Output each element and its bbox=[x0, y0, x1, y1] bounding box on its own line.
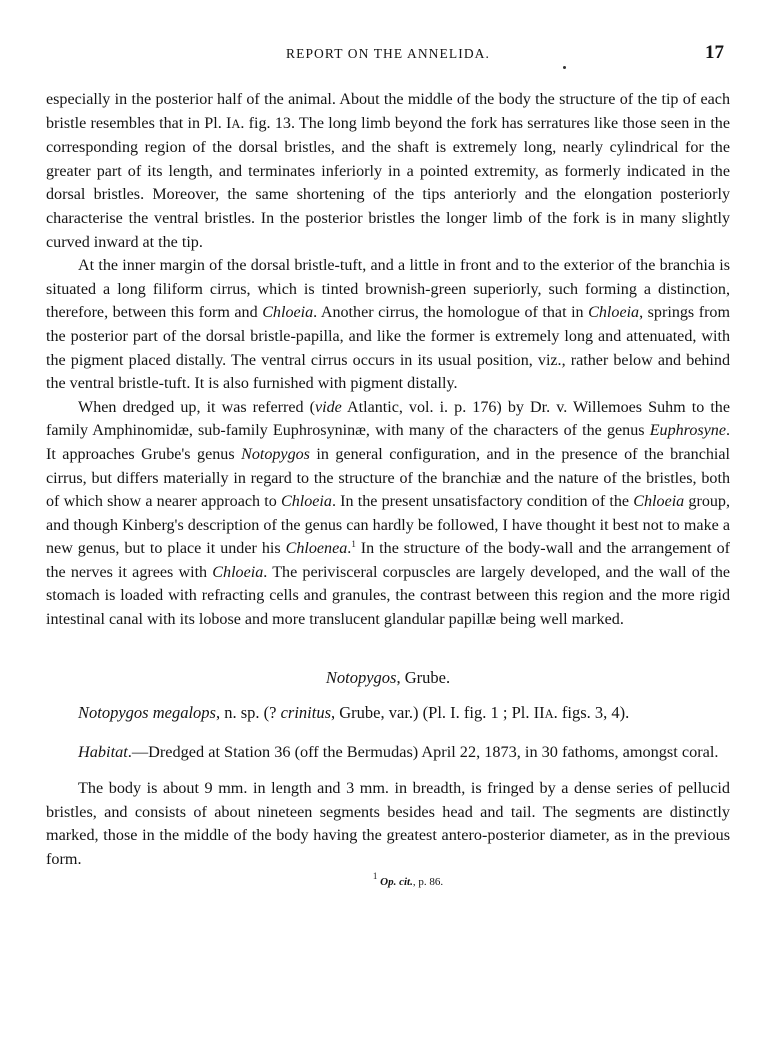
print-speck bbox=[563, 66, 566, 69]
page-number: 17 bbox=[705, 42, 724, 63]
footnote: $^1$ Op. cit., p. 86. bbox=[372, 870, 444, 888]
footnote-ref: 1 bbox=[351, 539, 356, 550]
genus-heading: Notopygos, Grube. bbox=[325, 667, 451, 687]
running-head bbox=[46, 42, 730, 66]
species-line: Notopygos megalops, n. sp. (? crinitus, Grube, var.) (Pl. I. fig. 1 ; Pl. IIA. figs. 3, 4). bbox=[78, 702, 630, 722]
page bbox=[46, 42, 730, 888]
paragraph-cirrus: At the inner margin of the dorsal bristle-tuft, and a little in front and to the exterior of the branchia is situated a long filiform cirrus, which is tinted brownish-green superiorly, such forming a distinction, therefore, between this form and Chloeia. Another cirrus, the homologue of that in Chloeia, springs from the posterior part of the dorsal bristle-papilla, and like the former is extremely long and attenuated, with the pigment placed distally. The ventral cirrus occurs in its usual position, viz., rather below and behind the ventral bristle-tuft. It is also furnished with pigment distally. bbox=[46, 257, 730, 393]
paragraph-classification: When dredged up, it was referred (vide Atlantic, vol. i. p. 176) by Dr. v. Willemoes Suhm to the family Amphinomidæ, sub-family Euphrosyninæ, with many of the characters of the genus Euphrosyne. It approaches Grube's genus Notopygos in general configuration, and in the presence of the branchial cirrus, but differs materially in regard to the structure of the branchiæ and the nature of the bristles, both of which show a nearer approach to Chloeia. In the present unsatisfactory condition of the Chloeia group, and though Kinberg's description of the genus can hardly be followed, I have thought it best not to make a new genus, but to place it under his Chloenea.$^1$ In the structure of the body-wall and the arrangement of the nerves it agrees with Chloeia. The perivisceral corpuscles are largely developed, and the wall of the stomach is loaded with refracting cells and granules, the contrast between this region and the more rigid intestinal canal with its lobose and more translucent glandular papillæ being well marked. bbox=[46, 398, 731, 629]
paragraph-ventral-bristles: especially in the posterior half of the animal. About the middle of the body the structure of the tip of each bristle resembles that in Pl. IA. fig. 13. The long limb beyond the fork has serratures like those seen in the corresponding region of the dorsal bristles, and the shaft is extremely long, nearly cylindrical for the greater part of its length, and terminates inferiorly in a pointed extremity, as formerly indicated in the dorsal bristles. Moreover, the same shortening of the tips anteriorly and the elongation posteriorly characterise the ventral bristles. In the posterior bristles the longer limb of the fork is in many slightly curved inward at the tip. bbox=[46, 91, 730, 251]
habitat-line: Habitat.—Dredged at Station 36 (off the Bermudas) April 22, 1873, in 30 fathoms, amongst coral. bbox=[78, 741, 719, 761]
running-title: REPORT ON THE ANNELIDA. bbox=[286, 46, 490, 61]
paragraph-description: The body is about 9 mm. in length and 3 mm. in breadth, is fringed by a dense series of pellucid bristles, and consists of about nineteen segments besides head and tail. The segments are distinctly marked, those in the middle of the body having the greatest antero-posterior diameter, as in the previous form. bbox=[46, 779, 730, 869]
